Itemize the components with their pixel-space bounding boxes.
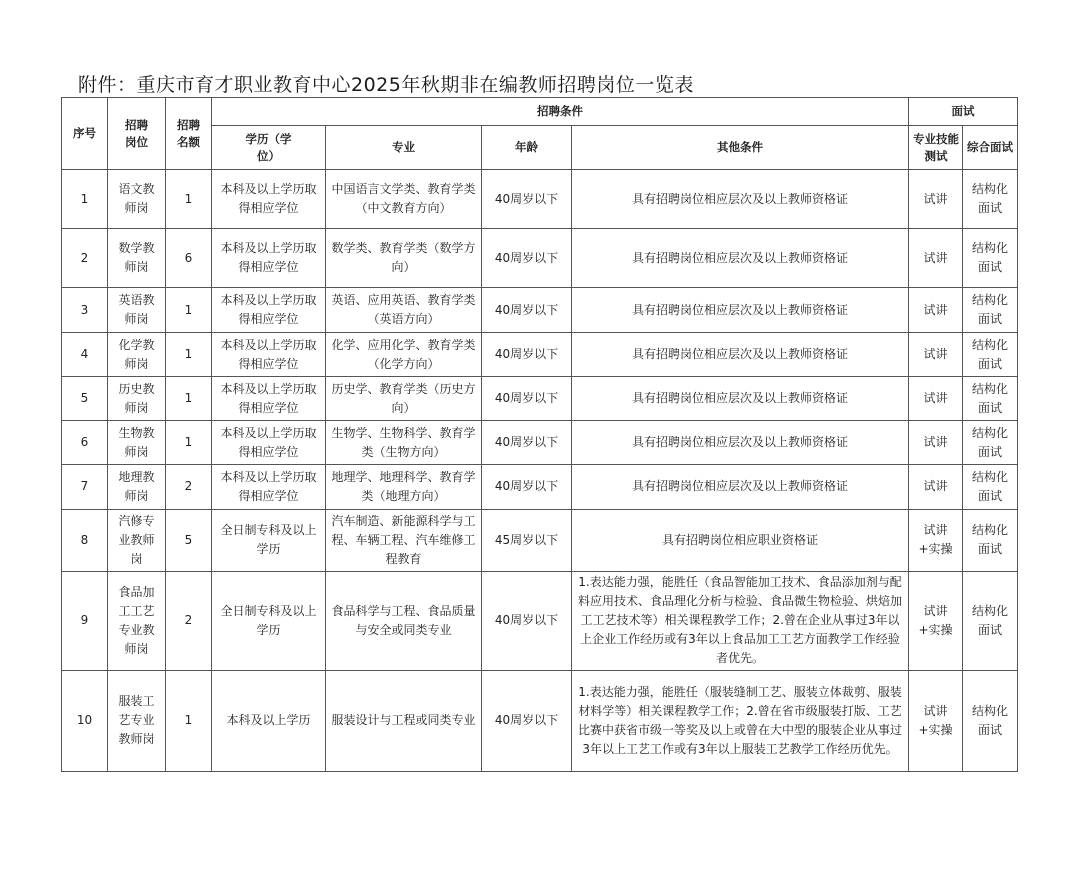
table-row xyxy=(62,377,1018,421)
cell-major: 汽车制造、新能源科学与工程、车辆工程、汽车维修工程教育 xyxy=(326,509,482,571)
cell-skill-test: 试讲 xyxy=(909,229,963,288)
cell-seq: 2 xyxy=(62,229,108,288)
cell-general-interview: 结构化面试 xyxy=(963,333,1018,377)
table-row xyxy=(62,170,1018,229)
cell-general-interview: 结构化面试 xyxy=(963,670,1018,771)
header-skill-test: 专业技能测试 xyxy=(909,126,963,170)
cell-education: 本科及以上学历取得相应学位 xyxy=(212,421,326,465)
cell-position: 食品加工工艺专业教师岗 xyxy=(108,571,166,670)
cell-age: 40周岁以下 xyxy=(482,377,572,421)
cell-skill-test: 试讲+实操 xyxy=(909,670,963,771)
cell-age: 40周岁以下 xyxy=(482,170,572,229)
header-major: 专业 xyxy=(326,126,482,170)
cell-other: 1.表达能力强，能胜任（食品智能加工技术、食品添加剂与配料应用技术、食品理化分析与检验、食品微生物检验、烘焙加工工艺技术等）相关课程教学工作；2.曾在企业从事过3年以上企业工作经历或有3年以上食品加工工艺方面教学工作经验者优先。 xyxy=(572,571,909,670)
table-row xyxy=(62,509,1018,571)
cell-position: 数学教师岗 xyxy=(108,229,166,288)
cell-quota: 5 xyxy=(166,509,212,571)
cell-general-interview: 结构化面试 xyxy=(963,229,1018,288)
header-seq: 序号 xyxy=(62,98,108,170)
header-age: 年龄 xyxy=(482,126,572,170)
cell-education: 本科及以上学历取得相应学位 xyxy=(212,333,326,377)
cell-seq: 8 xyxy=(62,509,108,571)
cell-other: 具有招聘岗位相应层次及以上教师资格证 xyxy=(572,421,909,465)
cell-major: 英语、应用英语、教育学类（英语方向） xyxy=(326,288,482,333)
cell-position: 服装工艺专业教师岗 xyxy=(108,670,166,771)
cell-quota: 2 xyxy=(166,571,212,670)
cell-other: 具有招聘岗位相应层次及以上教师资格证 xyxy=(572,229,909,288)
cell-general-interview: 结构化面试 xyxy=(963,571,1018,670)
cell-major: 地理学、地理科学、教育学类（地理方向） xyxy=(326,465,482,509)
cell-skill-test: 试讲 xyxy=(909,421,963,465)
cell-major: 服装设计与工程或同类专业 xyxy=(326,670,482,771)
cell-skill-test: 试讲 xyxy=(909,377,963,421)
cell-education: 本科及以上学历取得相应学位 xyxy=(212,170,326,229)
cell-skill-test: 试讲 xyxy=(909,333,963,377)
cell-major: 化学、应用化学、教育学类（化学方向） xyxy=(326,333,482,377)
cell-education: 本科及以上学历取得相应学位 xyxy=(212,377,326,421)
cell-position: 英语教师岗 xyxy=(108,288,166,333)
cell-age: 40周岁以下 xyxy=(482,465,572,509)
cell-general-interview: 结构化面试 xyxy=(963,509,1018,571)
cell-general-interview: 结构化面试 xyxy=(963,288,1018,333)
cell-skill-test: 试讲+实操 xyxy=(909,509,963,571)
table-row xyxy=(62,333,1018,377)
cell-seq: 5 xyxy=(62,377,108,421)
cell-position: 生物教师岗 xyxy=(108,421,166,465)
cell-quota: 2 xyxy=(166,465,212,509)
cell-quota: 1 xyxy=(166,170,212,229)
cell-major: 中国语言文学类、教育学类（中文教育方向） xyxy=(326,170,482,229)
cell-seq: 4 xyxy=(62,333,108,377)
page-title: 附件：重庆市育才职业教育中心2025年秋期非在编教师招聘岗位一览表 xyxy=(78,74,694,96)
cell-other: 具有招聘岗位相应层次及以上教师资格证 xyxy=(572,170,909,229)
header-general-interview: 综合面试 xyxy=(963,126,1018,170)
cell-other: 1.表达能力强，能胜任（服装缝制工艺、服装立体裁剪、服装材料学等）相关课程教学工作；2.曾在省市级服装打版、工艺比赛中获省市级一等奖及以上或曾在大中型的服装企业从事过3年以上工艺工作或有3年以上服装工艺教学工作经历优先。 xyxy=(572,670,909,771)
cell-position: 语文教师岗 xyxy=(108,170,166,229)
cell-education: 本科及以上学历取得相应学位 xyxy=(212,465,326,509)
cell-major: 数学类、教育学类（数学方向） xyxy=(326,229,482,288)
cell-age: 40周岁以下 xyxy=(482,571,572,670)
cell-education: 本科及以上学历取得相应学位 xyxy=(212,229,326,288)
table-row xyxy=(62,229,1018,288)
cell-age: 40周岁以下 xyxy=(482,421,572,465)
cell-quota: 1 xyxy=(166,670,212,771)
cell-age: 40周岁以下 xyxy=(482,333,572,377)
header-quota: 招聘名额 xyxy=(166,98,212,170)
cell-education: 全日制专科及以上学历 xyxy=(212,509,326,571)
cell-other: 具有招聘岗位相应层次及以上教师资格证 xyxy=(572,333,909,377)
header-position: 招聘岗位 xyxy=(108,98,166,170)
cell-age: 45周岁以下 xyxy=(482,509,572,571)
cell-general-interview: 结构化面试 xyxy=(963,377,1018,421)
cell-general-interview: 结构化面试 xyxy=(963,421,1018,465)
cell-other: 具有招聘岗位相应职业资格证 xyxy=(572,509,909,571)
cell-skill-test: 试讲 xyxy=(909,170,963,229)
cell-quota: 1 xyxy=(166,377,212,421)
header-interview: 面试 xyxy=(909,98,1018,126)
table-row xyxy=(62,571,1018,670)
cell-other: 具有招聘岗位相应层次及以上教师资格证 xyxy=(572,377,909,421)
cell-major: 食品科学与工程、食品质量与安全或同类专业 xyxy=(326,571,482,670)
cell-seq: 3 xyxy=(62,288,108,333)
cell-seq: 10 xyxy=(62,670,108,771)
cell-quota: 6 xyxy=(166,229,212,288)
cell-skill-test: 试讲 xyxy=(909,288,963,333)
cell-quota: 1 xyxy=(166,288,212,333)
cell-education: 全日制专科及以上学历 xyxy=(212,571,326,670)
header-education: 学历（学位） xyxy=(212,126,326,170)
cell-general-interview: 结构化面试 xyxy=(963,170,1018,229)
cell-general-interview: 结构化面试 xyxy=(963,465,1018,509)
header-conditions: 招聘条件 xyxy=(212,98,909,126)
cell-seq: 7 xyxy=(62,465,108,509)
cell-age: 40周岁以下 xyxy=(482,229,572,288)
cell-skill-test: 试讲 xyxy=(909,465,963,509)
cell-position: 化学教师岗 xyxy=(108,333,166,377)
cell-education: 本科及以上学历取得相应学位 xyxy=(212,288,326,333)
cell-other: 具有招聘岗位相应层次及以上教师资格证 xyxy=(572,465,909,509)
cell-major: 生物学、生物科学、教育学类（生物方向） xyxy=(326,421,482,465)
header-other: 其他条件 xyxy=(572,126,909,170)
cell-major: 历史学、教育学类（历史方向） xyxy=(326,377,482,421)
cell-seq: 9 xyxy=(62,571,108,670)
cell-seq: 6 xyxy=(62,421,108,465)
cell-position: 汽修专业教师岗 xyxy=(108,509,166,571)
cell-skill-test: 试讲+实操 xyxy=(909,571,963,670)
cell-age: 40周岁以下 xyxy=(482,288,572,333)
cell-position: 地理教师岗 xyxy=(108,465,166,509)
cell-quota: 1 xyxy=(166,333,212,377)
table-row xyxy=(62,670,1018,771)
recruitment-table xyxy=(61,97,1018,772)
cell-position: 历史教师岗 xyxy=(108,377,166,421)
cell-other: 具有招聘岗位相应层次及以上教师资格证 xyxy=(572,288,909,333)
cell-quota: 1 xyxy=(166,421,212,465)
table-row xyxy=(62,465,1018,509)
table-row xyxy=(62,288,1018,333)
cell-age: 40周岁以下 xyxy=(482,670,572,771)
cell-seq: 1 xyxy=(62,170,108,229)
table-body xyxy=(62,170,1018,772)
cell-education: 本科及以上学历 xyxy=(212,670,326,771)
table-row xyxy=(62,421,1018,465)
